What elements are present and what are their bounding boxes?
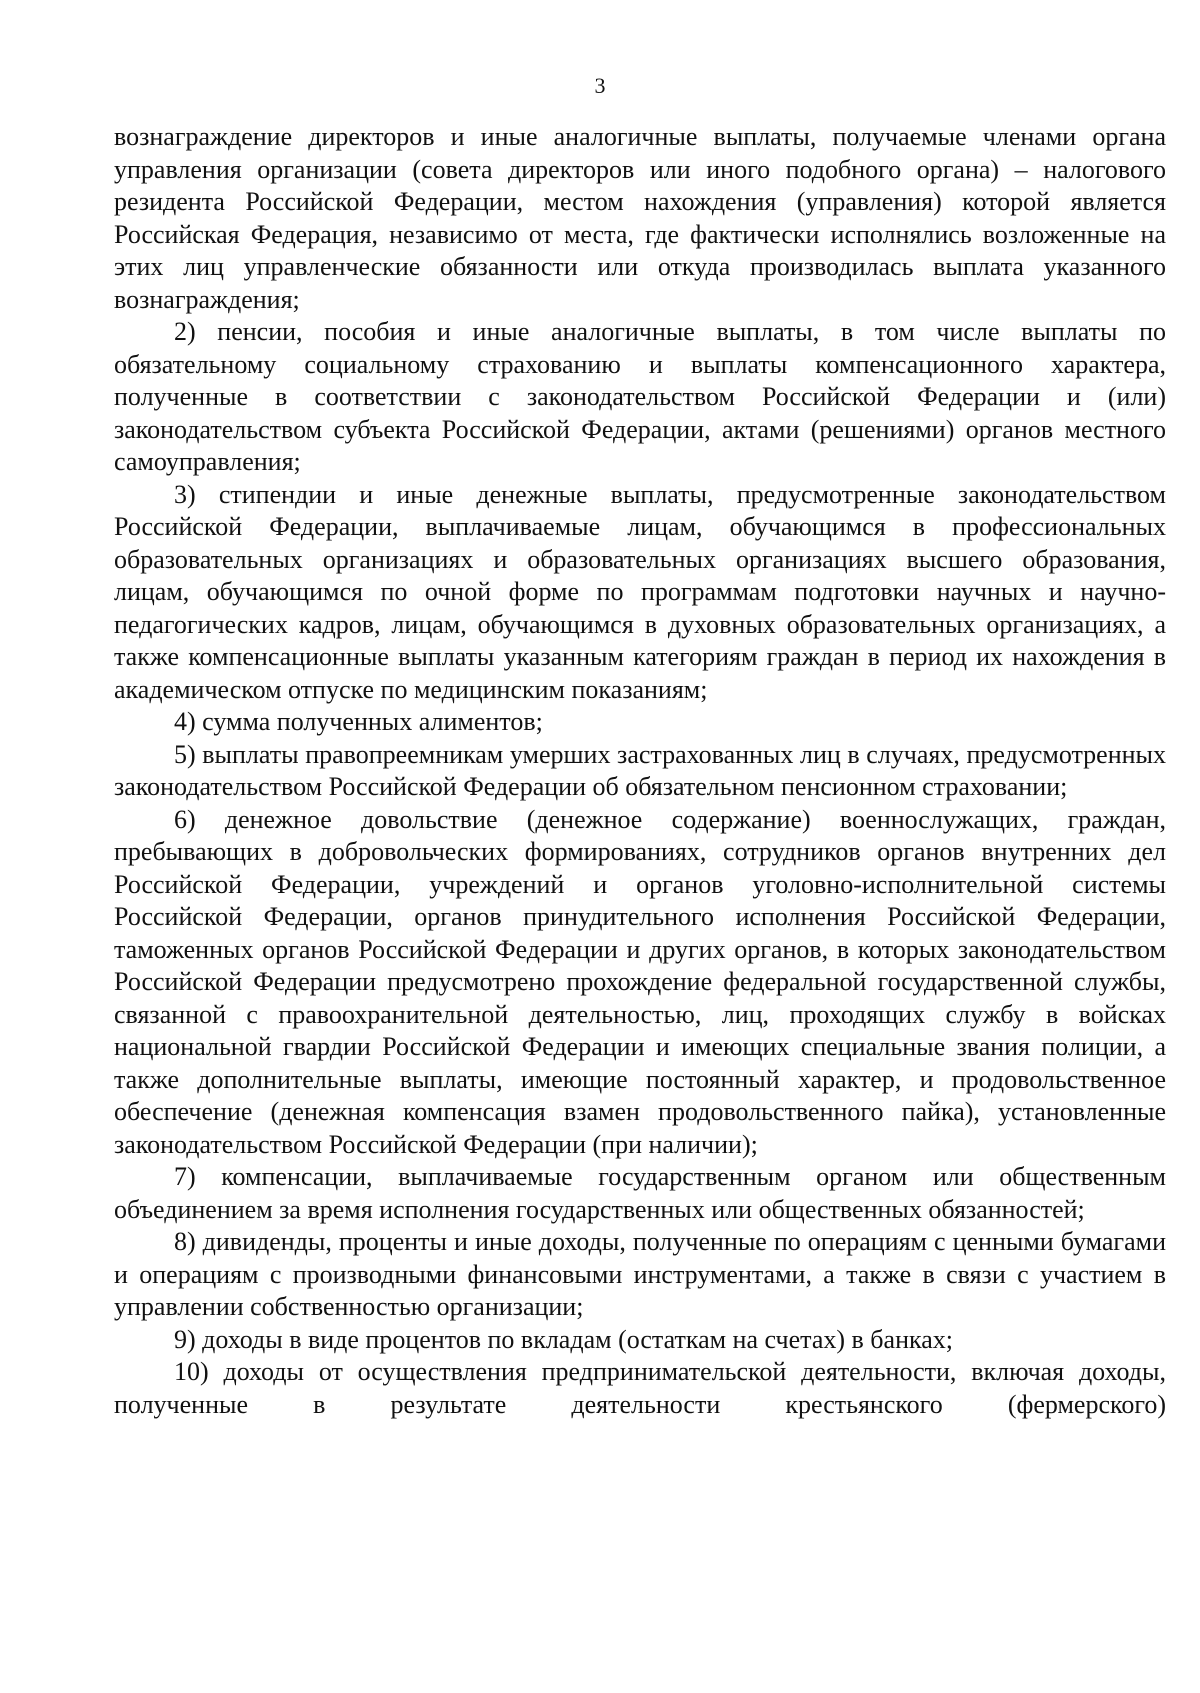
paragraph-item-3: 3) стипендии и иные денежные выплаты, предусмотренные законодательством Российской Федерации, выплачиваемые лицам, обучающимся в профессиональных образовательных организациях и образовательных организациях высшего образования, лицам, обучающимся по очной форме по программам подготовки научных и научно-педагогических кадров, лицам, обучающимся в духовных образовательных организациях, а также компенсационные выплаты указанным категориям граждан в период их нахождения в академическом отпуске по медицинским показаниям; xyxy=(114,479,1166,704)
paragraph-item-9: 9) доходы в виде процентов по вкладам (остаткам на счетах) в банках; xyxy=(174,1324,953,1354)
paragraph-item-4: 4) сумма полученных алиментов; xyxy=(174,707,543,736)
paragraph-continued: вознаграждение директоров и иные аналогичные выплаты, получаемые членами органа управления организации (совета директоров или иного подобного органа) – налогового резидента Российской Федерации, местом нахождения (управления) которой является Российская Федерация, независимо от места, где фактически исполнялись возложенные на этих лиц управленческие обязанности или откуда производилась выплата указанного вознаграждения; xyxy=(114,122,1166,314)
paragraph-item-6: 6) денежное довольствие (денежное содержание) военнослужащих, граждан, пребывающих в добровольческих формированиях, сотрудников органов внутренних дел Российской Федерации, учреждений и органов уголовно-исполнительной системы Российской Федерации, органов принудительного исполнения Российской Федерации, таможенных органов Российской Федерации и других органов, в которых законодательством Российской Федерации предусмотрено прохождение федеральной государственной службы, связанной с правоохранительной деятельностью, лиц, проходящих службу в войсках национальной гвардии Российской Федерации и имеющих специальные звания полиции, а также дополнительные выплаты, имеющие постоянный характер, и продовольственное обеспечение (денежная компенсация взамен продовольственного пайка), установленные законодательством Российской Федерации (при наличии); xyxy=(114,804,1166,1159)
paragraph-item-7: 7) компенсации, выплачиваемые государственным органом или общественным объединением за время исполнения государственных или общественных обязанностей; xyxy=(114,1162,1166,1224)
document-body xyxy=(114,121,1166,1421)
paragraph-item-8: 8) дивиденды, проценты и иные доходы, полученные по операциям с ценными бумагами и операциям с производными финансовыми инструментами, а также в связи с участием в управлении собственностью организации; xyxy=(114,1227,1166,1321)
paragraph-item-2: 2) пенсии, пособия и иные аналогичные выплаты, в том числе выплаты по обязательному социальному страхованию и выплаты компенсационного характера, полученные в соответствии с законодательством Российской Федерации и (или) законодательством субъекта Российской Федерации, актами (решениями) органов местного самоуправления; xyxy=(114,317,1166,476)
page-number: 3 xyxy=(594,73,606,98)
paragraph-item-10: 10) доходы от осуществления предпринимательской деятельности, включая доходы, полученные в результате деятельности крестьянского (фермерского) xyxy=(114,1357,1166,1419)
paragraph-item-5: 5) выплаты правопреемникам умерших застрахованных лиц в случаях, предусмотренных законодательством Российской Федерации об обязательном пенсионном страховании; xyxy=(114,739,1166,801)
